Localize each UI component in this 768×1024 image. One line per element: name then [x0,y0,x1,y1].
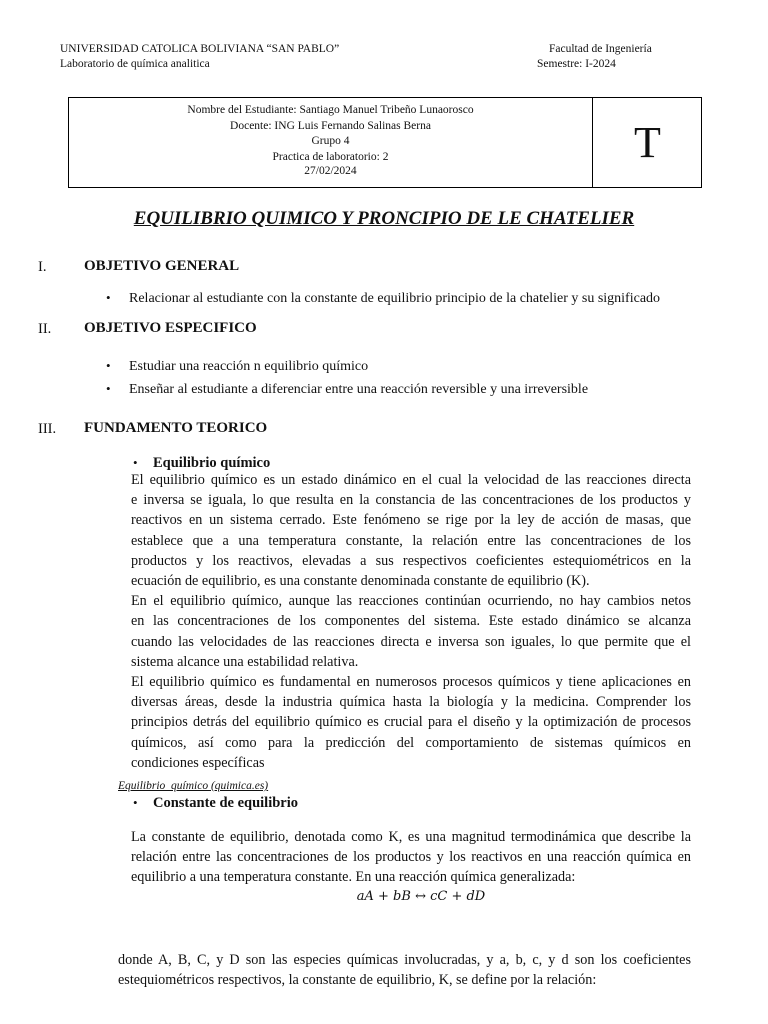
university-name: UNIVERSIDAD CATOLICA BOLIVIANA “SAN PABLO” [60,43,340,55]
objective-item: Enseñar al estudiante a diferenciar entre una reacción reversible y una irreversible [129,382,589,397]
text-line: donde A, B, C, y D son las especies químicas involucradas, y a, b, c, y d son los coeficientes [118,952,691,968]
bullet-icon: • [133,455,138,470]
student-info-cell [69,98,593,187]
document-title: EQUILIBRIO QUIMICO Y PRONCIPIO DE LE CHATELIER [133,208,635,229]
bullet-icon: • [106,358,111,373]
text-line: e inversa se iguala, lo que resulta en la constancia de las concentraciones de los productos y [131,492,691,509]
objective-item: Relacionar al estudiante con la constante de equilibrio principio de la chatelier y su significado [129,291,661,306]
paragraph-definition [118,950,691,990]
teacher-name: Docente: ING Luis Fernando Salinas Berna [230,119,431,132]
bullet-icon: • [106,381,111,396]
subsection-title: Equilibrio químico [153,455,271,471]
semester-label: Semestre: I-2024 [537,58,616,70]
grade-letter: T [634,118,661,167]
text-line: productos y los reactivos, elevadas a sus respectivos coeficientes estequiométricos en la [131,552,691,569]
text-line: relación entre las concentraciones de los productos y los reactivos en una reacción química en [131,849,691,866]
student-info-box [68,97,702,188]
section-number: III. [38,421,57,437]
bullet-icon: • [106,290,111,305]
section-title: OBJETIVO ESPECIFICO [84,320,257,336]
text-line: en las concentraciones de los componentes del sistema. Este estado dinámico se alcanza [131,613,691,630]
text-line: ecuación de equilibrio, es una constante denominada constante de equilibrio (K). [131,573,590,590]
objective-item: Estudiar una reacción n equilibrio químico [129,359,369,374]
text-line: El equilibrio químico es fundamental en numerosos procesos químicos y tiene aplicaciones en [131,674,691,691]
date-label: 27/02/2024 [304,165,357,177]
text-line: La constante de equilibrio, denotada como K, es una magnitud termodinámica que describe la [131,829,691,845]
text-line: El equilibrio químico es un estado dinámico en el cual la velocidad de las reacciones directa [131,472,691,488]
section-number: I. [38,259,47,275]
text-line: En el equilibrio químico, aunque las reacciones continúan ocurriendo, no hay cambios netos [131,593,691,610]
text-line: sistema alcance una estabilidad relativa. [131,653,359,670]
text-line: reactivos en un sistema cerrado. Este fenómeno se rige por la ley de acción de masas, que [131,512,691,529]
text-line: cuando las velocidades de las reacciones directa e inversa son iguales, lo que permite que el [131,633,691,650]
section-title: OBJETIVO GENERAL [84,258,240,274]
section-number: II. [38,321,52,337]
lab-name: Laboratorio de química analitica [60,58,210,70]
text-line: establece que a una temperatura constante, la relación entre las concentraciones de los [131,532,691,549]
text-line: estequiométricos respectivos, la constante de equilibrio, K, se define por la relación: [118,972,597,989]
subsection-title: Constante de equilibrio [153,795,299,811]
paragraph-constant [131,827,691,888]
source-link[interactable]: Equilibrio_químico (quimica.es) [118,780,269,792]
text-line: condiciones específicas [131,754,265,771]
text-line: principios detrás del equilibrio químico es crucial para el diseño y la optimización de procesos [131,714,691,731]
group-label: Grupo 4 [311,135,350,147]
bullet-icon: • [133,795,138,810]
text-line: diversas áreas, desde la industria química hasta la biología y la medicina. Comprender los [131,694,691,711]
section-title: FUNDAMENTO TEORICO [84,420,268,436]
paragraph-equilibrium [131,470,691,773]
text-line: equilibrio a una temperatura constante. En una reacción química generalizada: [131,869,576,886]
reaction-equation: aA + bB ↔ cC + dD [356,889,486,904]
student-name: Nombre del Estudiante: Santiago Manuel Tribeño Lunaorosco [187,104,474,116]
text-line: químicos, así como para la predicción del comportamiento de sistemas químicos en [131,734,691,751]
faculty-name: Facultad de Ingeniería [549,43,652,55]
practice-label: Practica de laboratorio: 2 [272,150,389,163]
